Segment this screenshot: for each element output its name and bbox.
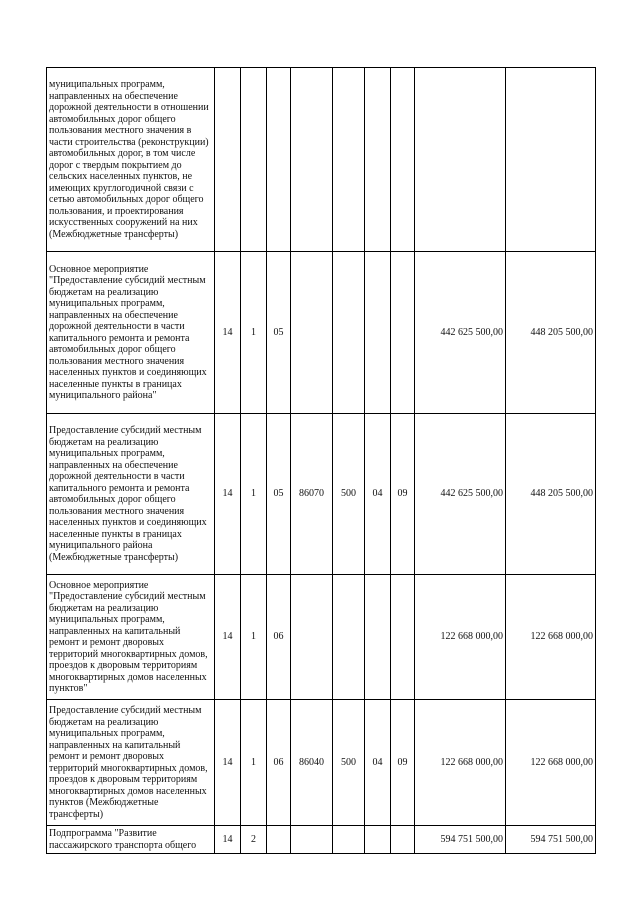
code-cell [241, 68, 267, 252]
table-row [47, 252, 596, 414]
code-cell: 06 [267, 575, 291, 700]
code-cell: 14 [215, 575, 241, 700]
amount-cell: 448 205 500,00 [506, 414, 596, 575]
row-name-cell: Подпрограмма "Развитие пассажирского транспорта общего [47, 826, 215, 854]
code-cell: 09 [391, 414, 415, 575]
amount-cell: 442 625 500,00 [415, 252, 506, 414]
row-name-cell: муниципальных программ, направленных на обеспечение дорожной деятельности в отношении автомобильных дорог общего пользования местного значения в части строительства (реконструкции) автомобильных дорог, в том числе дорог с твердым покрытием до сельских населенных пунктов, не имеющих круглогодичной связи с сетью автомобильных дорог общего пользования, и проектирования искусственных сооружений на них (Межбюджетные трансферты) [47, 68, 215, 252]
code-cell: 05 [267, 414, 291, 575]
code-cell [365, 826, 391, 854]
amount-cell: 122 668 000,00 [506, 575, 596, 700]
code-cell: 14 [215, 826, 241, 854]
table-body [47, 68, 596, 854]
amount-cell: 448 205 500,00 [506, 252, 596, 414]
table-row [47, 414, 596, 575]
code-cell [291, 252, 333, 414]
code-cell [333, 575, 365, 700]
amount-cell: 122 668 000,00 [506, 700, 596, 826]
code-cell: 14 [215, 414, 241, 575]
code-cell: 1 [241, 414, 267, 575]
code-cell: 500 [333, 700, 365, 826]
amount-cell: 122 668 000,00 [415, 700, 506, 826]
code-cell [333, 826, 365, 854]
amount-cell: 594 751 500,00 [506, 826, 596, 854]
code-cell [391, 68, 415, 252]
code-cell [291, 68, 333, 252]
amount-cell: 594 751 500,00 [415, 826, 506, 854]
code-cell [365, 68, 391, 252]
table-row [47, 700, 596, 826]
amount-cell [506, 68, 596, 252]
budget-table [46, 67, 596, 854]
code-cell [267, 68, 291, 252]
amount-cell: 122 668 000,00 [415, 575, 506, 700]
code-cell: 500 [333, 414, 365, 575]
amount-cell [415, 68, 506, 252]
code-cell: 86070 [291, 414, 333, 575]
code-cell: 14 [215, 252, 241, 414]
code-cell [365, 575, 391, 700]
code-cell [365, 252, 391, 414]
code-cell: 1 [241, 575, 267, 700]
table-row [47, 575, 596, 700]
table-row [47, 826, 596, 854]
code-cell [291, 826, 333, 854]
code-cell: 04 [365, 700, 391, 826]
code-cell: 06 [267, 700, 291, 826]
code-cell: 09 [391, 700, 415, 826]
code-cell: 04 [365, 414, 391, 575]
row-name-cell: Предоставление субсидий местным бюджетам на реализацию муниципальных программ, направленных на капитальный ремонт и ремонт дворовых территорий многоквартирных домов, проездов к дворовым территориям многоквартирных домов населенных пунктов (Межбюджетные трансферты) [47, 700, 215, 826]
code-cell [215, 68, 241, 252]
code-cell [291, 575, 333, 700]
row-name-cell: Предоставление субсидий местным бюджетам на реализацию муниципальных программ, направленных на обеспечение дорожной деятельности в части капитального ремонта и ремонта автомобильных дорог общего пользования местного значения населенных пунктов и соединяющих населенные пункты в границах муниципального района (Межбюджетные трансферты) [47, 414, 215, 575]
code-cell: 1 [241, 252, 267, 414]
row-name-cell: Основное мероприятие "Предоставление субсидий местным бюджетам на реализацию муниципальных программ, направленных на обеспечение дорожной деятельности в части капитального ремонта и ремонта автомобильных дорог общего пользования местного значения населенных пунктов и соединяющих населенные пункты в границах муниципального района" [47, 252, 215, 414]
amount-cell: 442 625 500,00 [415, 414, 506, 575]
row-name-cell: Основное мероприятие "Предоставление субсидий местным бюджетам на реализацию муниципальных программ, направленных на капитальный ремонт и ремонт дворовых территорий многоквартирных домов, проездов к дворовым территориям многоквартирных домов населенных пунктов" [47, 575, 215, 700]
code-cell [333, 68, 365, 252]
code-cell [391, 252, 415, 414]
code-cell [391, 575, 415, 700]
code-cell: 14 [215, 700, 241, 826]
code-cell: 86040 [291, 700, 333, 826]
code-cell [267, 826, 291, 854]
code-cell: 05 [267, 252, 291, 414]
table-row [47, 68, 596, 252]
code-cell: 2 [241, 826, 267, 854]
code-cell: 1 [241, 700, 267, 826]
code-cell [391, 826, 415, 854]
code-cell [333, 252, 365, 414]
